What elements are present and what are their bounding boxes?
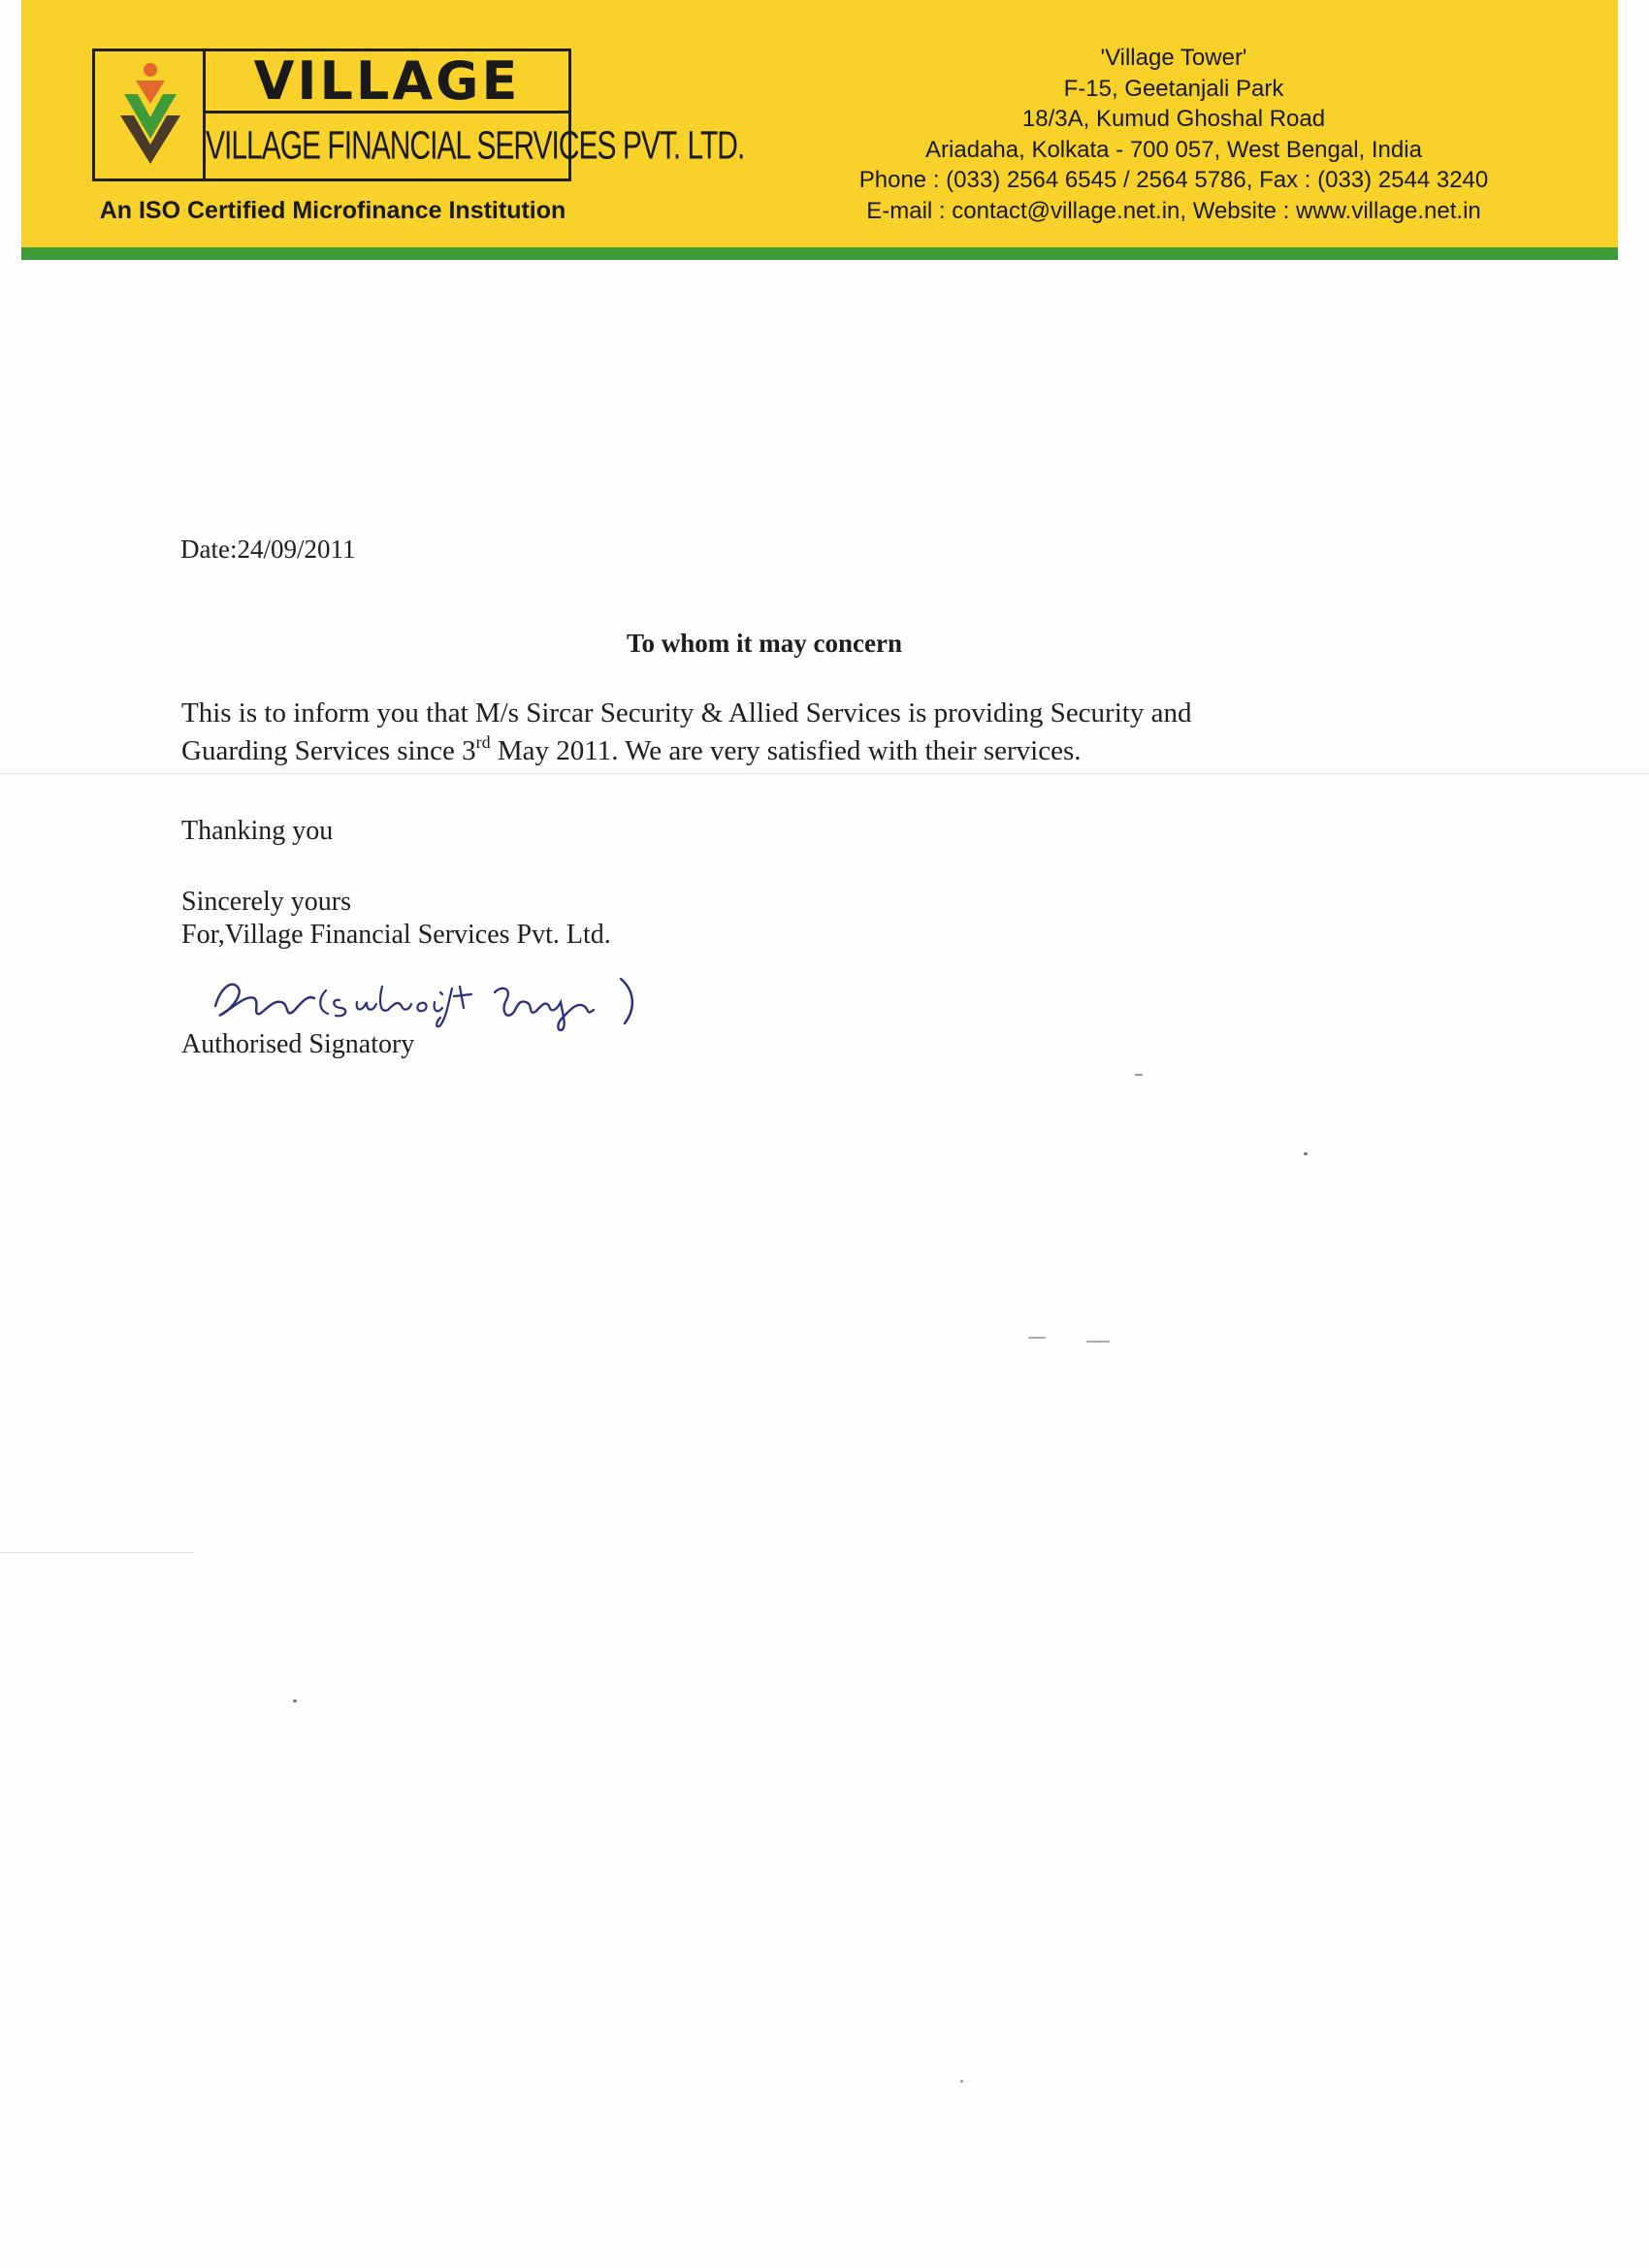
address-line: Ariadaha, Kolkata - 700 057, West Bengal, India xyxy=(925,136,1422,163)
letterhead-green-band xyxy=(21,247,1618,260)
handwritten-signature xyxy=(204,965,689,1033)
address-line: 'Village Tower' xyxy=(1100,45,1247,71)
scan-speck xyxy=(1086,1341,1110,1343)
letter-subject: To whom it may concern xyxy=(627,629,902,658)
iso-tagline: An ISO Certified Microfinance Institution xyxy=(99,197,566,224)
signatory-title: Authorised Signatory xyxy=(181,1029,415,1059)
body-paragraph-line-2 xyxy=(181,732,1082,767)
body-paragraph-line-1: This is to inform you that M/s Sircar Security & Allied Services is providing Security and xyxy=(181,697,1192,729)
scan-speck xyxy=(1135,1074,1143,1076)
company-address xyxy=(795,43,1552,226)
scan-speck xyxy=(1028,1337,1046,1339)
scan-fold-line xyxy=(0,1552,194,1553)
body-text: Guarding Services since 3 xyxy=(181,735,476,766)
scan-speck xyxy=(960,2080,963,2083)
letter-date: Date:24/09/2011 xyxy=(180,535,356,564)
scan-speck xyxy=(1304,1152,1308,1155)
company-full-name: VILLAGE FINANCIAL SERVICES PVT. LTD. xyxy=(206,124,745,168)
address-line: F-15, Geetanjali Park xyxy=(1063,75,1284,102)
company-logo xyxy=(92,49,745,181)
brand-name: VILLAGE xyxy=(206,51,568,113)
village-logo-icon xyxy=(95,51,206,178)
ordinal-suffix: rd xyxy=(475,732,491,752)
scan-fold-line xyxy=(0,773,1649,774)
for-company-line: For,Village Financial Services Pvt. Ltd. xyxy=(181,920,611,950)
contact-phone-line: Phone : (033) 2564 6545 / 2564 5786, Fax : (033) 2544 3240 xyxy=(858,167,1489,193)
closing-line: Sincerely yours xyxy=(181,887,351,917)
body-text: May 2011. We are very satisfied with their services. xyxy=(490,735,1082,766)
scan-speck xyxy=(293,1700,297,1702)
thanks-line: Thanking you xyxy=(181,816,334,846)
contact-email-line: E-mail : contact@village.net.in, Website : www.village.net.in xyxy=(866,197,1481,224)
address-line: 18/3A, Kumud Ghoshal Road xyxy=(1021,106,1326,132)
